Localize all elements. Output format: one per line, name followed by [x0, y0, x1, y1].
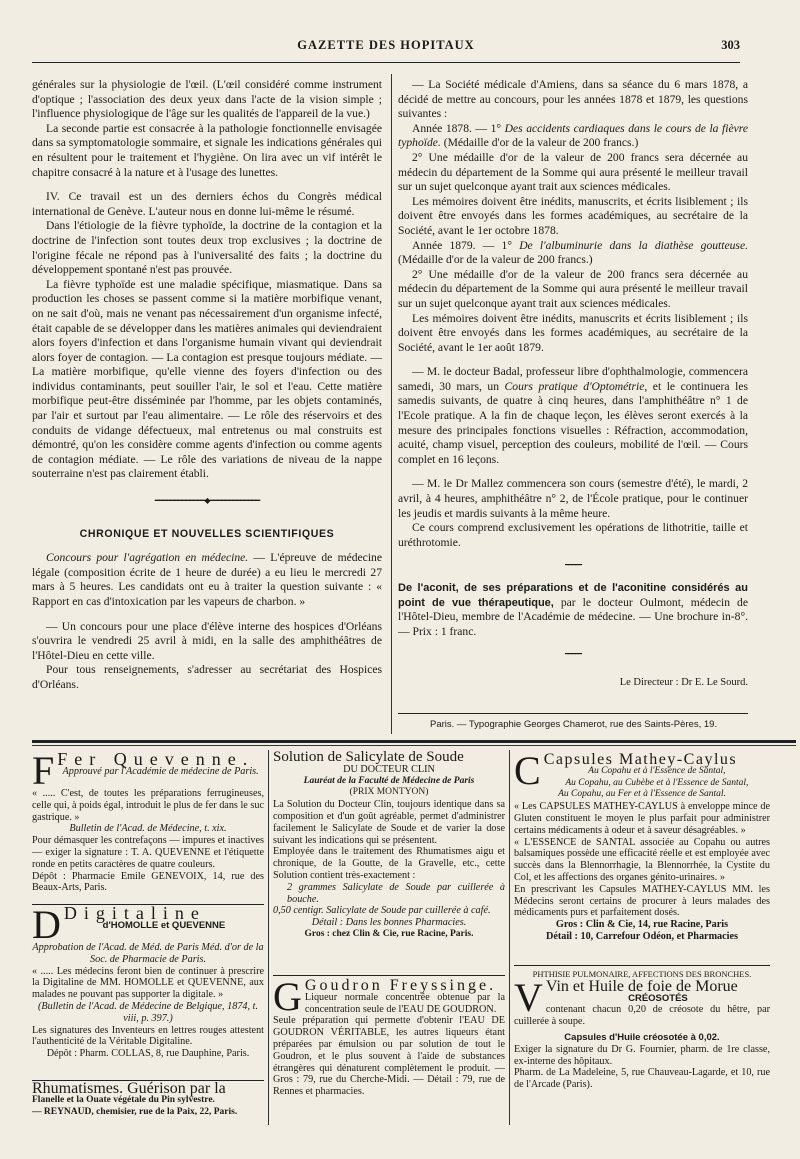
ad-vin-morue [514, 969, 770, 1091]
ad-line: Au Copahu, au Cubèbe et à l'Essence de Santal, [565, 777, 749, 788]
ad-fer-quevenne [32, 748, 264, 894]
paragraph: La seconde partie est consacrée à la pathologie fonctionnelle envisagée dans sa symptomatologie sommaire, et signale les indications générales qui en résultent pour le traitement et l'hygiène. On lira avec un vif intérêt le chapitre consacré à la nature et à l'usage des lunettes. [32, 121, 382, 179]
ad-gros: Gros : chez Clin & Cie, rue Racine, Paris. [304, 928, 474, 939]
column-left [32, 78, 382, 693]
ad-rule [273, 975, 505, 976]
ad-topline: PHTHISIE PULMONAIRE, AFFECTIONS DES BRONCHES. [532, 969, 752, 979]
ad-subheading: CRÉOSOTÉS [628, 992, 688, 1004]
ad-line: — REYNAUD, chemisier, rue de la Paix, 22, Paris. [32, 1106, 238, 1117]
paragraph: — M. le Dr Mallez commencera son cours (semestre d'été), le mardi, 2 avril, à 4 heures, amphithéâtre n° 2, de l'École pratique, pour le continuer les jeudis et mardis suivants à la même heure. [398, 477, 748, 520]
paragraph: générales sur la physiologie de l'œil. (L'œil considéré comme instrument d'optique ; l'association des deux yeux dans l'acte de la vision simple ; l'influence physiologique de l'âge sur les qualités de l'appareil de la vue.) [32, 78, 382, 121]
page-header [32, 38, 740, 58]
ad-clin-salicylate [273, 749, 505, 941]
column-right [398, 78, 748, 691]
ad-rhumatismes [32, 1080, 266, 1118]
ad-heading: Fer Quevenne. [57, 749, 255, 769]
ad-heading: Vin et Huile de foie de Morue [545, 977, 738, 995]
concours-italic: Concours pour l'agrégation en médecine. [46, 551, 249, 565]
dropcap: D [32, 902, 61, 947]
ad-quote: « ..... Les médecins feront bien de continuer à prescrire la Digitaline de MM. HOMOLLE et QUEVENNE, aux malades ne pouvant pas supporter la digitale. » [32, 965, 264, 1001]
italic-text: Des accidents cardiaques dans le cours de la fièvre typhoïde. [398, 121, 749, 150]
ad-body: Employée dans le traitement des Rhumatismes aigu et chronique, de la Goutte, de la Gravelle, etc., cette Solution contient très-exactement : [273, 846, 505, 881]
ad-approbation: Approbation de l'Acad. de Méd. de Paris Méd. d'or de la Soc. de Pharmacie de Paris. [32, 942, 264, 965]
director-signature: Le Directeur : Dr E. Le Sourd. [619, 676, 748, 688]
paragraph [398, 239, 748, 268]
ad-depot: Dépôt : Pharmacie Emile GENEVOIX, 14, rue des Beaux-Arts, Paris. [32, 870, 264, 894]
ad-quote: « ..... C'est, de toutes les préparations ferrugineuses, celle qui, à poids égal, introduit le plus de fer dans le suc gastrique. » [32, 788, 264, 823]
paragraph: Les mémoires doivent être inédits, manuscrits, et écrits lisiblement ; ils doivent être envoyés dans les formes académiques, au secrétaire de la Société, avant le 1er octobre 1878. [398, 194, 748, 237]
paragraph [32, 551, 382, 609]
dropcap: C [514, 748, 541, 793]
text: par le docteur Oulmont, médecin de l'Hôtel-Dieu, membre de l'Académie de médecine. — Une brochure in-8°. — Prix : 1 franc. [398, 595, 748, 638]
short-divider: ━━━━━ [564, 561, 582, 570]
ads-divider [268, 750, 269, 1125]
ad-subheading: DU DOCTEUR CLIN [343, 763, 435, 775]
ad-body: Pour démasquer les contrefaçons — impures et inactives — exiger la signature : T. A. QUEVENNE et l'étiquette ronde en petits caractères de quatre couleurs. [32, 835, 264, 870]
paragraph: La fièvre typhoïde est une maladie spécifique, miasmatique. Dans sa production les choses se passent comme si la matière morbifique venant, on ne sait d'où, mais ne venant pas nécessairement d'un organisme infecté, était capable de se développer dans les matières animales qui deviendraient alors foyers d'infection et dans l'organisme humain vivant qui deviendrait alors foyer de contagion. — La contagion est presque toujours médiate. — La matière morbifique, qu'elle vienne des foyers d'infection ou des individus contaminants, peut souiller l'air, le sol et l'eau. Cette matière morbifique peut-être disséminée par l'homme, par les objets contaminés, par l'air et surtout par l'eau alimentaire. — Le rôle des réservoirs et des conduits de vidange défectueux, mal entretenus ou mal construits est démontré, qu'on les considère comme agents d'infection ou comme agents de contagion médiate. — Le rôle des variations de niveau de la nappe souterraine n'est pas clairement établi. [32, 277, 382, 481]
ad-citation: Bulletin de l'Acad. de Médecine, t. xix. [69, 823, 227, 835]
ad-rule [514, 965, 770, 966]
ad-body: La Solution du Docteur Clin, toujours identique dans sa composition et d'un goût agréable, permet d'administrer facilement le Salicylate de Soude et de varier la dose suivant les indications qui se présentent. [273, 799, 505, 846]
section-title: CHRONIQUE ET NOUVELLES SCIENTIFIQUES [79, 527, 335, 540]
italic-text: De l'albuminurie dans la diathèse goutteuse. [519, 238, 748, 252]
paragraph: Pour tous renseignements, s'adresser au secrétariat des Hospices d'Orléans. [32, 663, 382, 691]
column-divider [391, 74, 392, 734]
ad-subheading: d'HOMOLLE et QUEVENNE [102, 919, 226, 931]
ad-body: Liqueur normale concentrée obtenue par la concentration seule de l'EAU DE GOUDRON. [304, 991, 505, 1015]
short-divider: ━━━━━ [564, 650, 582, 659]
concours-text: — L'épreuve de médecine légale (composition écrite de 1 heure de durée) a eu lieu le mercredi 27 mars à 5 heures. Les candidats ont eu à traiter la question suivante : « Rapport en cas d'intoxication par les vapeurs de charbon. » [32, 551, 382, 608]
dropcap: G [273, 974, 302, 1019]
ad-body: « L'ESSENCE de SANTAL associée au Copahu ou autres balsamiques possède une efficacité réelle et est employée avec succès dans la Blennorrhagie, la Blennorrhée, la Cystite du Col, et les affections des organes génito-urinaires. » [514, 836, 770, 883]
text: (Médaille d'or de la valeur de 200 francs.) [440, 136, 639, 150]
book-notice [398, 581, 748, 639]
ad-body: contenant chacun 0,20 de créosote du hêtre, par cuillerée à soupe. [514, 1004, 770, 1028]
ads-divider [509, 750, 510, 1125]
text: , et le continuera les samedis suivants, de quatre à cinq heures, dans l'amphithéâtre n° 1 de l'Ecole pratique. A la fin de chaque leçon, les élèves seront exercés à la mesure des principales fonctions visuelles : Réfraction, accommodation, acuité, champ visuel, perception des couleurs, mobilité de l'œil. — Cours complet en 16 leçons. [398, 379, 748, 466]
ad-body: Exiger la signature du Dr G. Fournier, pharm. de 1re classe, ex-interne des hôpitaux. [514, 1043, 770, 1067]
ad-subheading: (PRIX MONTYON) [349, 787, 429, 798]
ad-body: « Les CAPSULES MATHEY-CAYLUS à enveloppe mince de Gluten constituent le moyen le plus parfait pour administrer certains médicaments à odeur et à saveur désagréables. » [514, 801, 770, 836]
ad-body: Pharm. de La Madeleine, 5, rue Chauveau-Lagarde, et 10, rue de l'Arcade (Paris). [514, 1067, 770, 1091]
printer-line: Paris. — Typographie Georges Chamerot, rue des Saints-Pères, 19. [430, 719, 718, 730]
paragraph: Dans l'étiologie de la fièvre typhoïde, la doctrine de la contagion et la doctrine de l'infection sont toutes deux trop exclusives ; la doctrine de l'origine fécale ne répond pas à l'universalité des faits ; la doctrine du développement spontané n'est pas prouvée. [32, 219, 382, 277]
paragraph: 2° Une médaille d'or de la valeur de 200 francs sera décernée au médecin du département de la Somme qui aura présenté le meilleur travail sur un sujet quelconque ayant trait aux sciences médicales. [398, 150, 748, 194]
ad-detail: Détail : Dans les bonnes Pharmacies. [311, 917, 467, 929]
paragraph: — La Société médicale d'Amiens, dans sa séance du 6 mars 1878, a décidé de mettre au concours, pour les années 1878 et 1879, les questions suivantes : [398, 78, 748, 121]
ad-body: Seule préparation qui permette d'obtenir l'EAU DE GOUDRON VÉRITABLE, les autres liqueurs étant préparées par émulsion ou par solution de tout le Goudron, et le plus souvent à l'aide de substances étrangères qui dénaturent complètement le produit. — Gros : 79, rue du Cherche-Midi. — Détail : 79, rue de Rennes et pharmacies. [273, 1015, 505, 1098]
ad-goudron [273, 974, 505, 1098]
paragraph [398, 122, 748, 151]
ad-dose: 0,50 centigr. Salicylate de Soude par cuillerée à café. [273, 905, 491, 917]
ad-heading: Solution de Salicylate de Soude [273, 749, 464, 765]
page-number: 303 [721, 38, 740, 52]
dropcap: F [32, 748, 55, 793]
ad-line: Au Copahu, au Fer et à l'Essence de Santal. [558, 789, 726, 800]
text: (Médaille d'or de la valeur de 200 francs.) [398, 253, 593, 267]
paragraph [398, 365, 748, 467]
text: Année 1879. — 1° [412, 238, 520, 252]
page-title: GAZETTE DES HOPITAUX [297, 38, 475, 52]
paragraph: IV. Ce travail est un des derniers échos du Congrès médical international de Genève. L'auteur nous en donne lui-même le résumé. [32, 190, 382, 218]
ad-line: Au Copahu et à l'Essence de Santal, [588, 765, 726, 776]
paragraph: Les mémoires doivent être inédits, manuscrits et écrits lisiblement ; ils doivent être envoyés dans les formes académiques, au secrétaire de la Société, avant le 1er août 1879. [398, 311, 748, 354]
ad-line: Flanelle et la Ouate végétale du Pin sylvestre. [32, 1094, 215, 1105]
ad-body: Les signatures des Inventeurs en lettres rouges attestent l'authenticité de la Véritable Digitaline. [32, 1024, 264, 1048]
italic-text: Cours pratique d'Optométrie [504, 379, 645, 393]
ad-body: En prescrivant les Capsules MATHEY-CAYLUS MM. les Médecins seront certains de procurer à leurs malades des médicaments purs et parfaitement dosés. [514, 883, 770, 919]
ad-heading: Goudron Freyssinge. [304, 977, 497, 994]
ad-gros: Gros : Clin & Cie, 14, rue Racine, Paris [555, 919, 729, 931]
ad-citation: (Bulletin de l'Acad. de Médecine de Belgique, 1874, t. viii, p. 397.) [37, 1000, 258, 1024]
text: Année 1878. — 1° [412, 121, 505, 135]
ad-subheading: Lauréat de la Faculté de Médecine de Paris [303, 775, 475, 786]
ad-mathey-caylus [514, 748, 770, 943]
ads-divider-thick [32, 740, 796, 743]
ad-depot: Dépôt : Pharm. COLLAS, 8, rue Dauphine, Paris. [46, 1048, 250, 1060]
ornament-divider: ━━━━━━━━━━━━━◆━━━━━━━━━━━━━ [154, 496, 260, 506]
dropcap: V [514, 974, 543, 1020]
paragraph: Ce cours comprend exclusivement les opérations de lithotritie, taille et uréthrotomie. [398, 521, 748, 549]
book-title: De l'aconit, de ses préparations et de l'aconitine considérés au point de vue thérapeutique, [398, 582, 748, 609]
paragraph: 2° Une médaille d'or de la valeur de 200 francs sera décernée au médecin du département de la Somme qui aura présenté le meilleur travail sur un sujet quelconque ayant trait aux sciences médicales. [398, 267, 748, 310]
header-rule [32, 62, 740, 63]
paragraph: — Un concours pour une place d'élève interne des hospices d'Orléans s'ouvrira le vendredi 25 avril à midi, en la salle des amphithéâtres de l'Hôtel-Dieu en cette ville. [32, 619, 382, 662]
ad-heading: Digitaline [63, 903, 206, 923]
ad-heading: Rhumatismes. Guérison par la [32, 1080, 226, 1097]
text: — M. le docteur Badal, professeur libre d'ophthalmologie, commencera samedi, 30 mars, un [398, 365, 748, 393]
ad-detail: Détail : 10, Carrefour Odéon, et Pharmacies [545, 930, 738, 942]
ad-digitaline [32, 902, 264, 1060]
ad-subheading: Approuvé par l'Académie de médecine de Paris. [62, 765, 259, 777]
printer-rule [398, 713, 748, 714]
ad-heading: Capsules Mathey-Caylus [543, 751, 738, 768]
ads-divider-thin [32, 745, 796, 746]
ad-dose: 2 grammes Salicylate de Soude par cuillerée à bouche. [287, 881, 505, 905]
ad-capsules: Capsules d'Huile créosotée à 0,02. [564, 1031, 720, 1043]
